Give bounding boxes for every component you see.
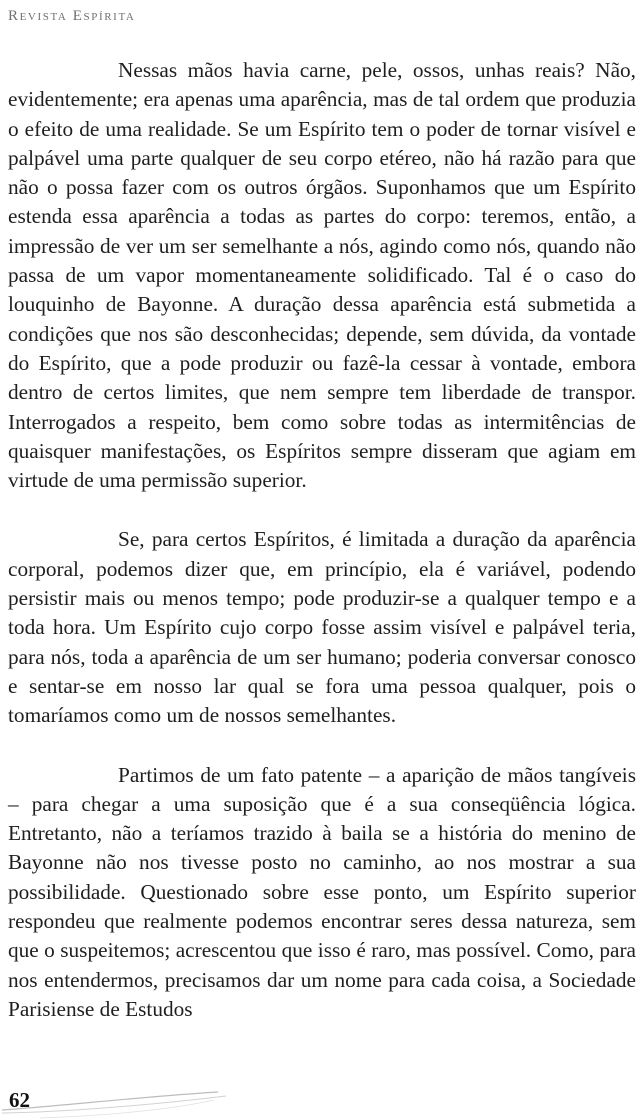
page-footer — [0, 1082, 300, 1120]
paragraph-3: Partimos de um fato patente – a aparição de mãos tangíveis – para chegar a uma suposição que é a sua conseqüência lógica. Entretanto, não a teríamos trazido à baila se a história do menino de Bayonne não nos tivesse posto no caminho, ao nos mostrar a sua possibilidade. Questionado sobre esse ponto, um Espírito superior respondeu que realmente podemos encontrar seres dessa natureza, sem que o suspeitemos; acrescentou que isso é raro, mas possível. Como, para nos entendermos, precisamos dar um nome para cada coisa, a Sociedade Parisiense de Estudos — [8, 762, 636, 1021]
page-number: 62 — [9, 1088, 30, 1112]
footer-swoosh-ornament — [0, 1082, 300, 1120]
running-header: Revista Espírita — [8, 8, 136, 24]
paragraph-1: Nessas mãos havia carne, pele, ossos, unhas reais? Não, evidentemente; era apenas uma aparência, mas de tal ordem que produzia o efeito de uma realidade. Se um Espírito tem o poder de tornar visível e palpável uma parte qualquer de seu corpo etéreo, não há razão para que não o possa fazer com os outros órgãos. Suponhamos que um Espírito estenda essa aparência a todas as partes do corpo: teremos, então, a impressão de ver um ser semelhante a nós, agindo como nós, quando não passa de um vapor momentaneamente solidificado. Tal é o caso do louquinho de Bayonne. A duração dessa aparência está submetida a condições que nos são desconhecidas; depende, sem dúvida, da vontade do Espírito, que a pode produzir ou fazê-la cessar à vontade, embora dentro de certos limites, que nem sempre tem liberdade de transpor. Interrogados a respeito, bem como sobre todas as intermitências de quaisquer manifestações, os Espíritos sempre disseram que agiam em virtude de uma permissão superior. — [8, 58, 636, 493]
paragraph-2: Se, para certos Espíritos, é limitada a duração da aparência corporal, podemos dizer que, em princípio, ela é variável, podendo persistir mais ou menos tempo; pode produzir-se a qualquer tempo e a toda hora. Um Espírito cujo corpo fosse assim visível e palpável teria, para nós, toda a aparência de um ser humano; poderia conversar conosco e sentar-se em nosso lar qual se fora uma pessoa qualquer, pois o tomaríamos como um de nossos semelhantes. — [8, 527, 636, 728]
body-text — [8, 56, 636, 1024]
